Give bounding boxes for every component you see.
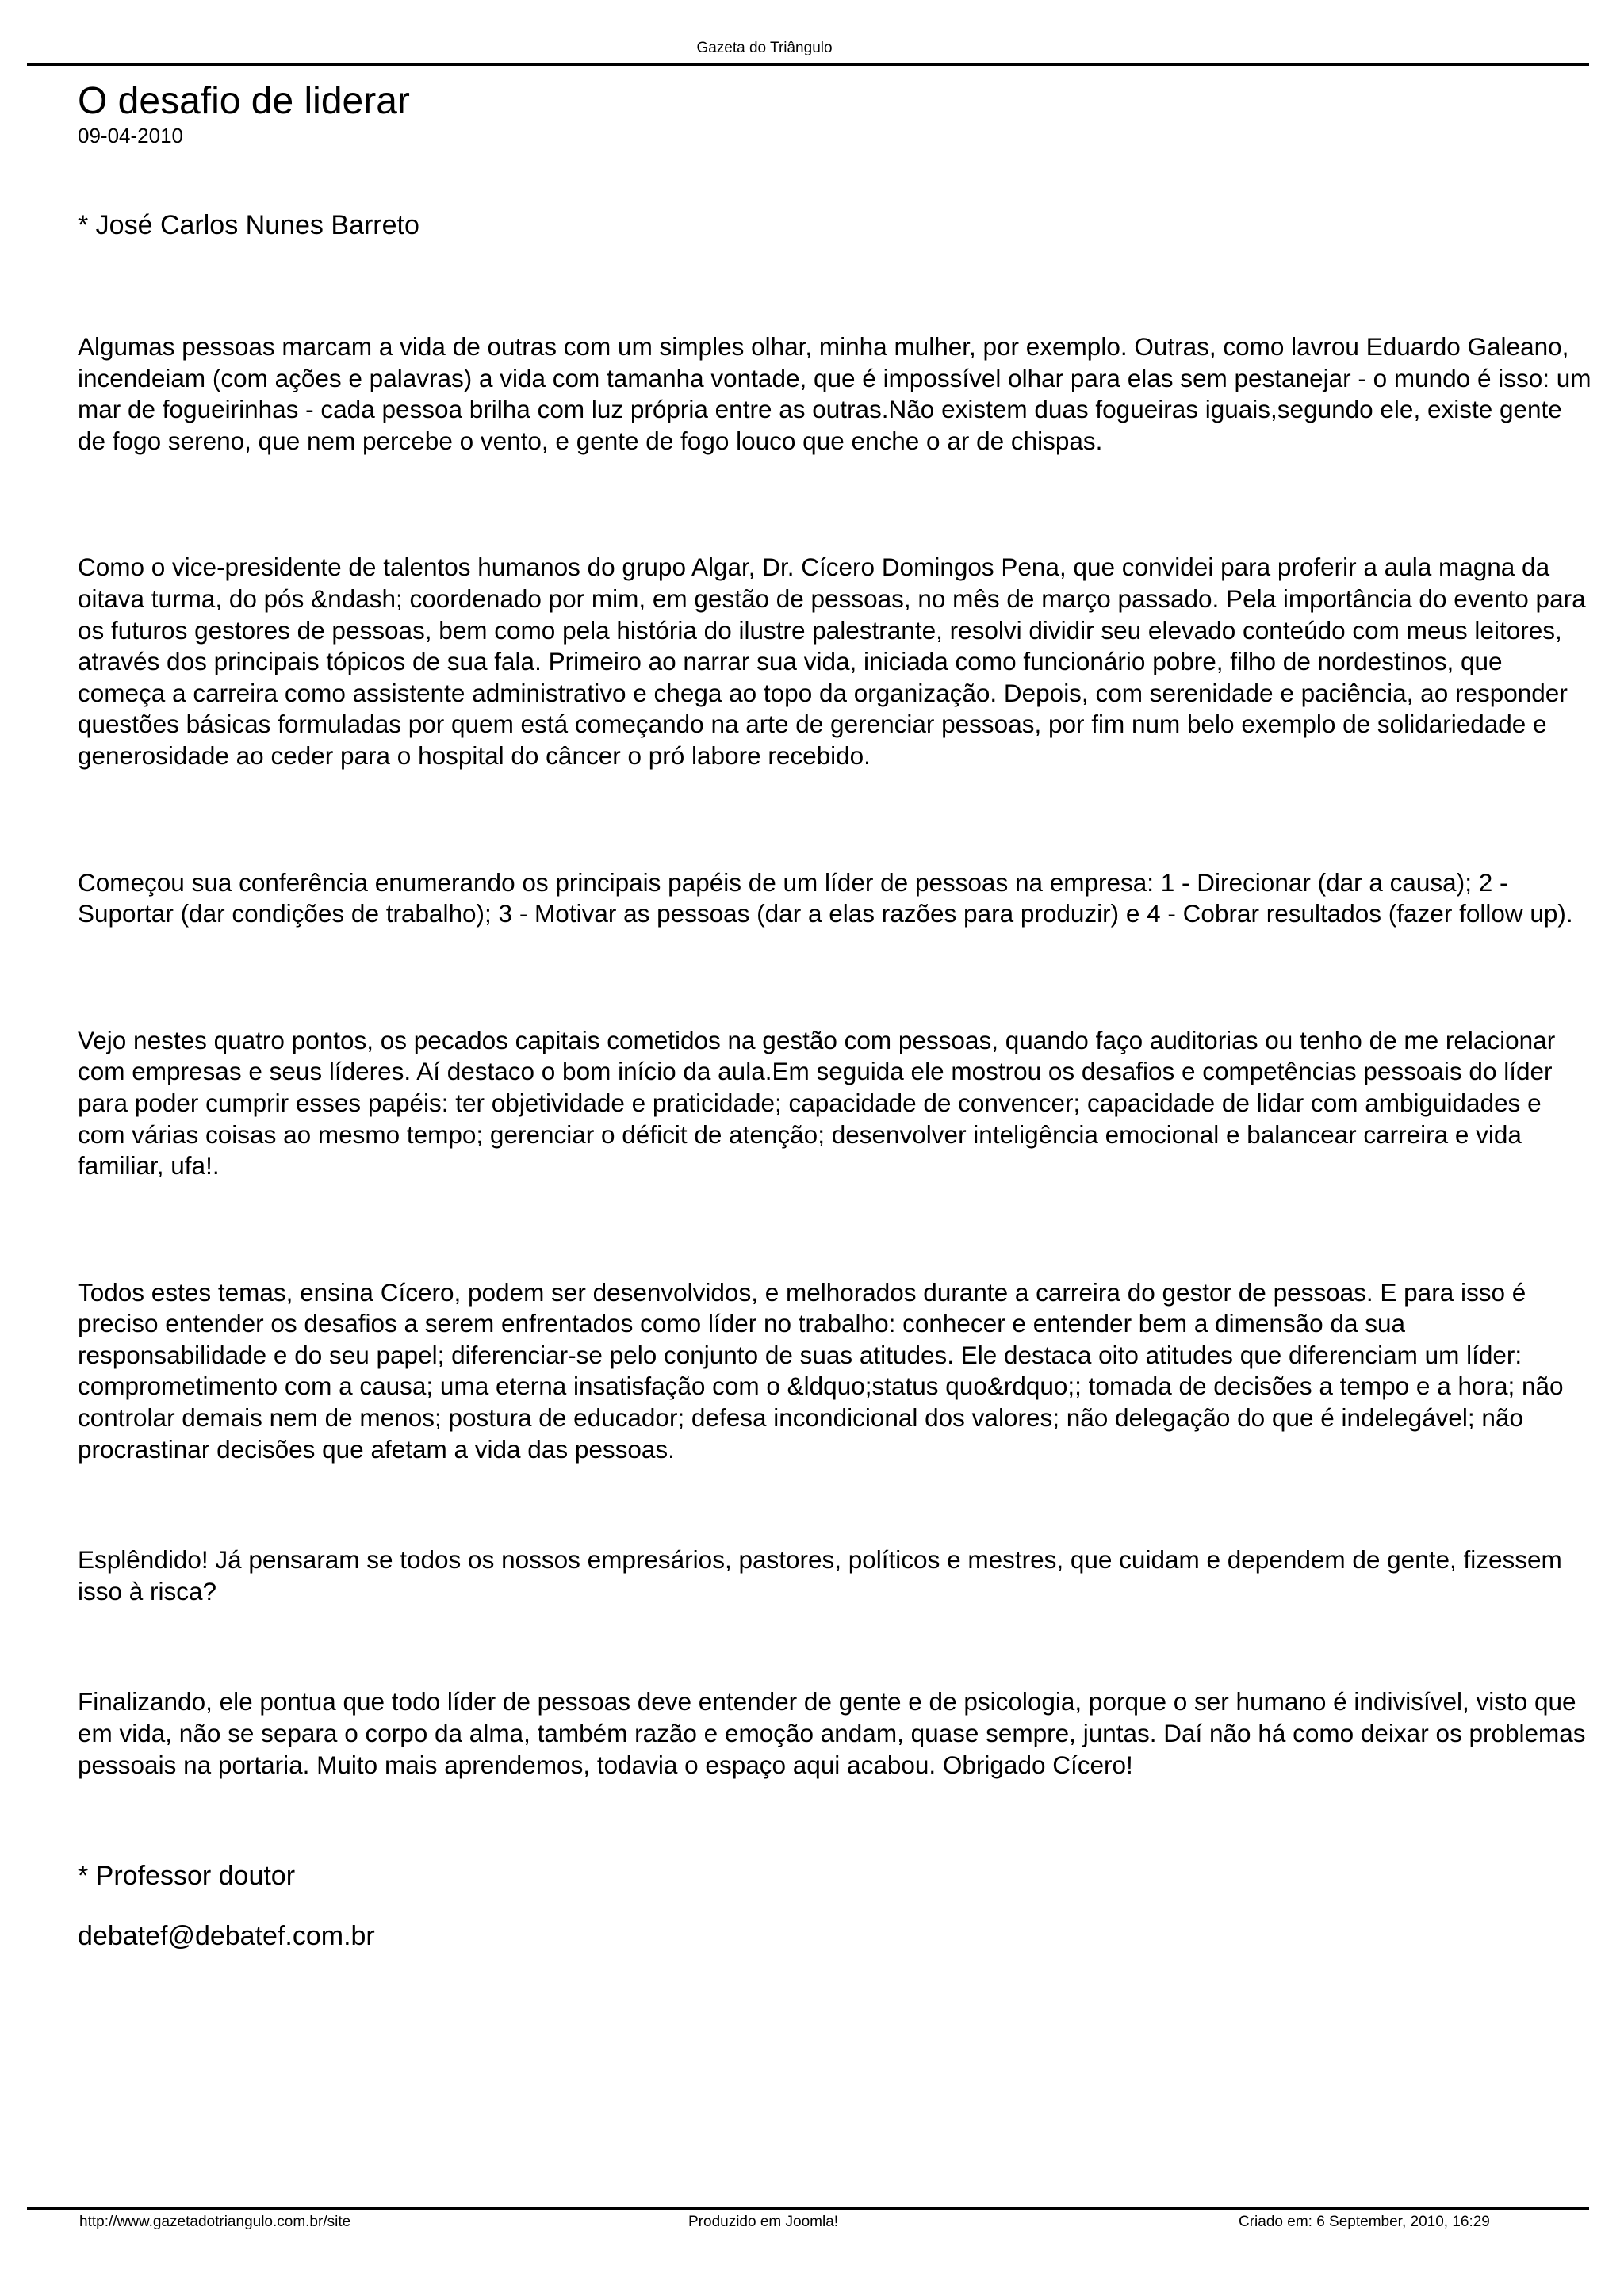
site-name-header: Gazeta do Triângulo [696,40,833,56]
article-paragraph: Esplêndido! Já pensaram se todos os nossos empresários, pastores, políticos e mestres, que cuidam e dependem de gente, fizessem isso à risca? [78,1545,1562,1605]
footer-divider [27,2207,1589,2210]
article-paragraph: Todos estes temas, ensina Cícero, podem ser desenvolvidos, e melhorados durante a carreira do gestor de pessoas. E para isso é preciso entender os desafios a serem enfrentados como líder no trabalho: conhecer e entender bem a dimensão da sua responsabilidade e do seu papel; diferenciar-se pelo conjunto de suas atitudes. Ele destaca oito atitudes que diferenciam um líder: comprometimento com a causa; uma eterna insatisfação com o &ldquo;status quo&rdquo;; tomada de decisões a tempo e a hora; não controlar demais nem de menos; postura de educador; defesa incondicional dos valores; não delegação do que é indelegável; não procrastinar decisões que afetam a vida das pessoas. [78,1277,1564,1464]
article-paragraph: Algumas pessoas marcam a vida de outras com um simples olhar, minha mulher, por exemplo. Outras, como lavrou Eduardo Galeano, incendeiam (com ações e palavras) a vida com tamanha vontade, que é impossível olhar para elas sem pestanejar - o mundo é isso: um mar de fogueirinhas - cada pessoa brilha com luz própria entre as outras.Não existem duas fogueiras iguais,segundo ele, existe gente de fogo sereno, que nem percebe o vento, e gente de fogo louco que enche o ar de chispas. [78,332,1591,455]
article-paragraph: Vejo nestes quatro pontos, os pecados capitais cometidos na gestão com pessoas, quando faço auditorias ou tenho de me relacionar com empresas e seus líderes. Aí destaco o bom início da aula.Em seguida ele mostrou os desafios e competências pessoais do líder para poder cumprir esses papéis: ter objetividade e praticidade; capacidade de convencer; capacidade de lidar com ambiguidades e com várias coisas ao mesmo tempo; gerenciar o déficit de atenção; desenvolver inteligência emocional e balancear carreira e vida familiar, ufa!. [78,1025,1556,1181]
article-paragraph: Como o vice-presidente de talentos humanos do grupo Algar, Dr. Cícero Domingos Pena, que convidei para proferir a aula magna da oitava turma, do pós &ndash; coordenado por mim, em gestão de pessoas, no mês de março passado. Pela importância do evento para os futuros gestores de pessoas, bem como pela história do ilustre palestrante, resolvi dividir seu elevado conteúdo com meus leitores, através dos principais tópicos de sua fala. Primeiro ao narrar sua vida, iniciada como funcionário pobre, filho de nordestinos, que começa a carreira como assistente administrativo e chega ao topo da organização. Depois, com serenidade e paciência, ao responder questões básicas formuladas por quem está começando na arte de gerenciar pessoas, por fim num belo exemplo de solidariedade e generosidade ao ceder para o hospital do câncer o pró labore recebido. [78,553,1586,770]
article-author: * José Carlos Nunes Barreto [78,210,419,240]
author-email: debatef@debatef.com.br [78,1921,375,1952]
article-date: 09-04-2010 [78,124,183,147]
footer-site-url: http://www.gazetadotriangulo.com.br/site [79,2214,351,2230]
footer-created-date: Criado em: 6 September, 2010, 16:29 [1239,2214,1490,2230]
header-divider [27,63,1589,66]
article-paragraph: Finalizando, ele pontua que todo líder de pessoas deve entender de gente e de psicologia, porque o ser humano é indivisível, visto que em vida, não se separa o corpo da alma, também razão e emoção andam, quase sempre, juntas. Daí não há como deixar os problemas pessoais na portaria. Muito mais aprendemos, todavia o espaço aqui acabou. Obrigado Cícero! [78,1687,1586,1779]
article [78,79,1594,1980]
footer-produced-by: Produzido em Joomla! [688,2214,839,2230]
article-title: O desafio de liderar [78,80,410,122]
article-body [78,331,1594,1781]
author-note: * Professor doutor [78,1861,296,1892]
article-paragraph: Começou sua conferência enumerando os principais papéis de um líder de pessoas na empresa: 1 - Direcionar (dar a causa); 2 - Suportar (dar condições de trabalho); 3 - Motivar as pessoas (dar a elas razões para produzir) e 4 - Cobrar resultados (fazer follow up). [78,867,1573,928]
